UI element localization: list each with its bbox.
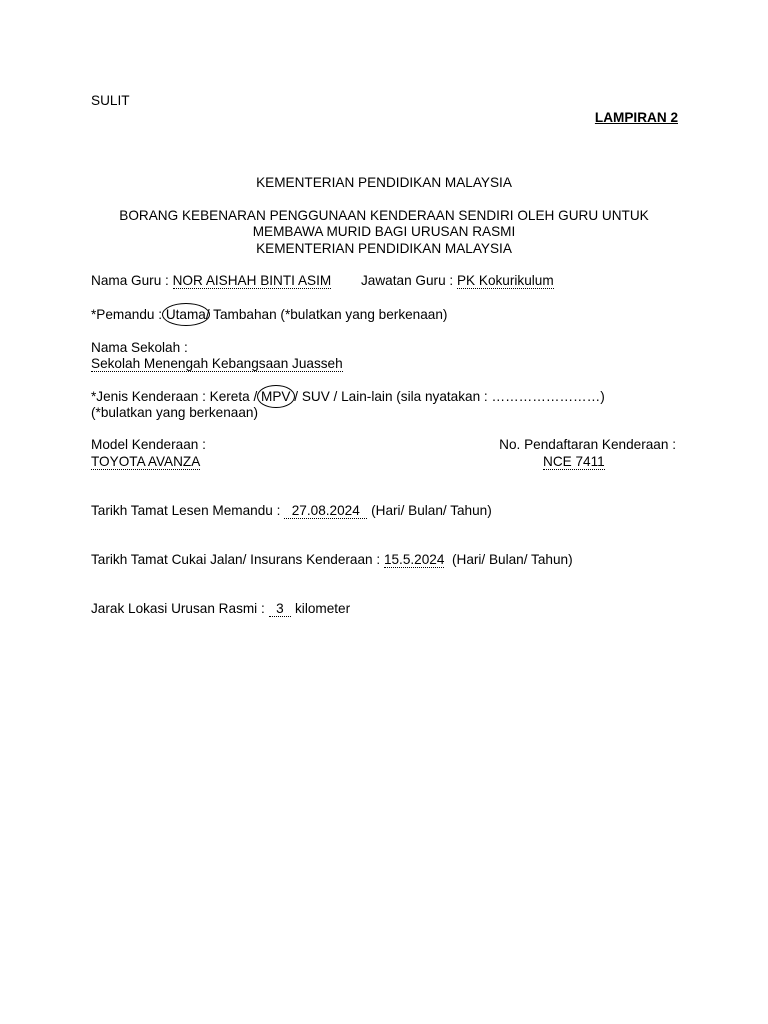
attachment-label: LAMPIRAN 2 xyxy=(594,110,678,125)
teacher-position-label: Jawatan Guru : xyxy=(361,273,457,288)
form-title-line-3: KEMENTERIAN PENDIDIKAN MALAYSIA xyxy=(256,241,512,256)
distance-label: Jarak Lokasi Urusan Rasmi : xyxy=(91,601,269,616)
road-tax-expiry-row xyxy=(91,552,573,568)
distance-unit: kilometer xyxy=(291,601,351,616)
vehicle-model-row xyxy=(91,454,200,470)
form-title-line-1: BORANG KEBENARAN PENGGUNAAN KENDERAAN SENDIRI OLEH GURU UNTUK xyxy=(119,208,649,223)
driver-options-rest: / Tambahan (*bulatkan yang berkenaan) xyxy=(205,307,448,322)
vehicle-type-selected-circled: MPV xyxy=(261,389,291,404)
teacher-name-label: Nama Guru : xyxy=(91,273,173,288)
license-expiry-format: (Hari/ Bulan/ Tahun) xyxy=(367,503,492,518)
teacher-name-row xyxy=(91,273,331,289)
distance-value: 3 xyxy=(268,601,292,616)
license-expiry-row xyxy=(91,503,492,519)
school-value-row xyxy=(91,356,343,372)
vehicle-reg-label: No. Pendaftaran Kenderaan : xyxy=(499,437,676,452)
vehicle-reg-value: NCE 7411 xyxy=(543,454,605,469)
vehicle-model-label: Model Kenderaan : xyxy=(91,437,206,452)
driver-option-main-circled: Utama xyxy=(165,307,206,322)
vehicle-type-note: (*bulatkan yang berkenaan) xyxy=(91,405,259,420)
vehicle-reg-row xyxy=(543,454,605,470)
driver-label: *Pemandu : xyxy=(91,307,166,322)
vehicle-model-value: TOYOTA AVANZA xyxy=(91,454,201,469)
form-title-line-2: MEMBAWA MURID BAGI URUSAN RASMI xyxy=(252,224,516,239)
vehicle-type-label: *Jenis Kenderaan : Kereta / xyxy=(91,389,262,404)
license-expiry-value: 27.08.2024 xyxy=(284,503,368,518)
vehicle-type-row xyxy=(91,389,605,405)
teacher-position-row xyxy=(361,273,554,289)
school-label: Nama Sekolah : xyxy=(91,340,188,355)
school-value: Sekolah Menengah Kebangsaan Juasseh xyxy=(91,356,343,371)
teacher-name-value: NOR AISHAH BINTI ASIM xyxy=(172,273,332,288)
road-tax-expiry-value: 15.5.2024 xyxy=(383,552,445,567)
distance-row xyxy=(91,601,350,617)
classification-label: SULIT xyxy=(91,93,130,108)
teacher-position-value: PK Kokurikulum xyxy=(456,273,554,288)
road-tax-expiry-format: (Hari/ Bulan/ Tahun) xyxy=(444,552,573,567)
license-expiry-label: Tarikh Tamat Lesen Memandu : xyxy=(91,503,285,518)
driver-row xyxy=(91,307,447,323)
ministry-title: KEMENTERIAN PENDIDIKAN MALAYSIA xyxy=(256,175,512,190)
road-tax-expiry-label: Tarikh Tamat Cukai Jalan/ Insurans Kenderaan : xyxy=(91,552,384,567)
vehicle-type-rest: / SUV / Lain-lain (sila nyatakan : ……………………) xyxy=(290,389,605,404)
